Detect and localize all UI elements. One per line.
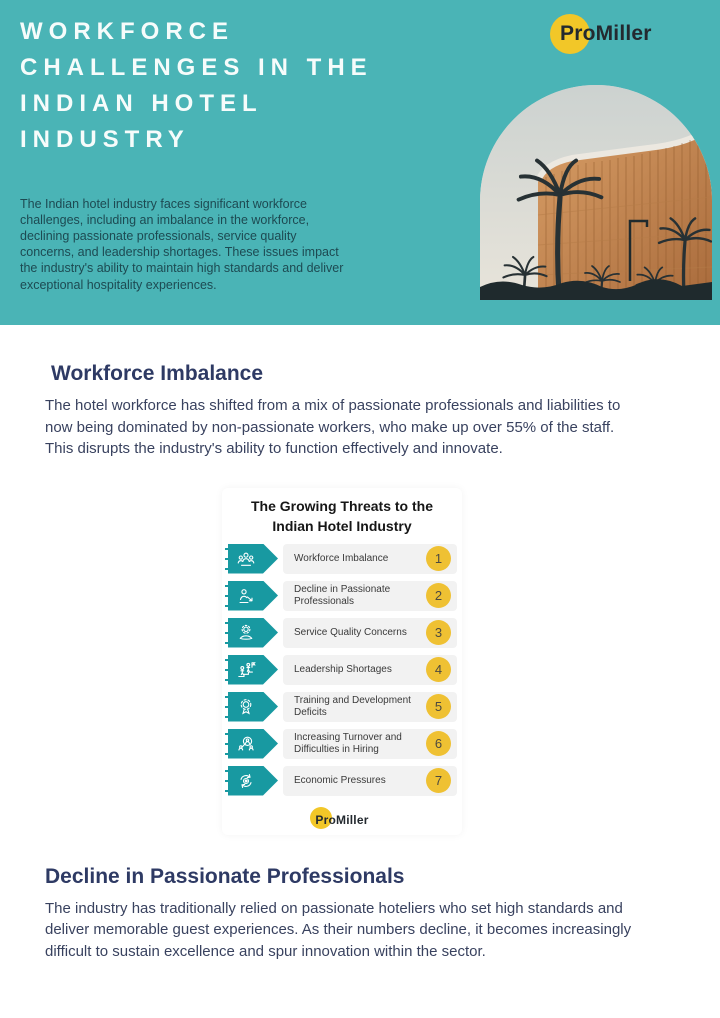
row-label: Leadership Shortages bbox=[294, 663, 392, 675]
infographic-row bbox=[228, 544, 457, 574]
logo-text-miller: Miller bbox=[595, 22, 652, 45]
row-number-badge: 3 bbox=[426, 620, 451, 645]
row-label: Decline in Passionate Professionals bbox=[294, 583, 391, 607]
infographic-rows bbox=[222, 544, 462, 796]
section-heading-workforce-imbalance: Workforce Imbalance bbox=[51, 362, 264, 385]
intro-paragraph: The Indian hotel industry faces significant workforce challenges, including an imbalance in the workforce, declining passionate professionals, service quality concerns, and leadership shortages. These issues impact the industry's ability to maintain high standards and deliver exceptional hospitality experiences. bbox=[20, 196, 344, 292]
row-number-badge: 5 bbox=[426, 694, 451, 719]
infographic-row bbox=[228, 766, 457, 796]
row-arrow bbox=[228, 581, 278, 611]
training-gear-icon bbox=[236, 697, 256, 717]
row-arrow bbox=[228, 729, 278, 759]
hero-header bbox=[0, 0, 720, 325]
section-body-decline-professionals: The industry has traditionally relied on passionate hoteliers who set high standards and deliver memorable guest experiences. As their numbers decline, it becomes increasingly difficult to sustain excellence and spur innovation within the sector. bbox=[45, 899, 632, 960]
hand-service-icon bbox=[236, 623, 256, 643]
promiller-logo-small bbox=[315, 811, 368, 829]
page-title-line: CHALLENGES IN THE bbox=[20, 54, 373, 81]
infographic-row bbox=[228, 692, 457, 722]
row-label: Service Quality Concerns bbox=[294, 626, 407, 638]
arrow-ticks bbox=[229, 544, 234, 574]
row-arrow bbox=[228, 692, 278, 722]
page-title-line: INDIAN HOTEL bbox=[20, 90, 263, 117]
threats-infographic bbox=[222, 488, 462, 835]
infographic-title-line: The Growing Threats to the bbox=[250, 497, 433, 514]
row-number-badge: 6 bbox=[426, 731, 451, 756]
row-label: Economic Pressures bbox=[294, 774, 386, 786]
page-title-line: WORKFORCE bbox=[20, 18, 234, 45]
row-arrow bbox=[228, 544, 278, 574]
arrow-ticks bbox=[229, 692, 234, 722]
team-icon bbox=[236, 549, 256, 569]
infographic-row bbox=[228, 618, 457, 648]
logo-text-pro: Pro bbox=[315, 812, 337, 827]
row-number-badge: 1 bbox=[426, 546, 451, 571]
arrow-ticks bbox=[229, 729, 234, 759]
section-body-workforce-imbalance: The hotel workforce has shifted from a mix of passionate professionals and liabilities to now being dominated by non-passionate workers, who make up over 55% of the staff. This disrupts the industry's ability to function effectively and innovate. bbox=[45, 397, 621, 457]
hiring-search-icon bbox=[236, 734, 256, 754]
infographic-row bbox=[228, 729, 457, 759]
page-title-line: INDUSTRY bbox=[20, 126, 190, 153]
infographic-row bbox=[228, 655, 457, 685]
main-content bbox=[0, 325, 720, 962]
leadership-icon bbox=[236, 660, 256, 680]
hotel-photo-illustration bbox=[480, 85, 712, 300]
hotel-photo bbox=[480, 85, 712, 300]
row-arrow bbox=[228, 766, 278, 796]
row-label: Increasing Turnover and Difficulties in Hiring bbox=[294, 731, 402, 755]
arrow-ticks bbox=[229, 618, 234, 648]
arrow-ticks bbox=[229, 581, 234, 611]
row-arrow bbox=[228, 618, 278, 648]
infographic-footer bbox=[222, 803, 462, 829]
row-arrow bbox=[228, 655, 278, 685]
infographic-row bbox=[228, 581, 457, 611]
logo-text-pro: Pro bbox=[560, 22, 596, 45]
arrow-ticks bbox=[229, 655, 234, 685]
person-decline-icon bbox=[236, 586, 256, 606]
arrow-ticks bbox=[229, 766, 234, 796]
row-number-badge: 4 bbox=[426, 657, 451, 682]
promiller-logo bbox=[560, 22, 652, 52]
logo-text bbox=[315, 813, 368, 827]
infographic-title bbox=[222, 496, 462, 536]
logo-text bbox=[560, 22, 652, 45]
logo-text-miller: Miller bbox=[336, 812, 369, 827]
section-heading-decline-professionals: Decline in Passionate Professionals bbox=[45, 864, 405, 888]
row-label: Training and Development Deficits bbox=[294, 694, 411, 718]
row-number-badge: 7 bbox=[426, 768, 451, 793]
page-title bbox=[20, 14, 373, 158]
economic-cycle-icon bbox=[236, 771, 256, 791]
row-number-badge: 2 bbox=[426, 583, 451, 608]
row-label: Workforce Imbalance bbox=[294, 552, 389, 564]
infographic-title-line: Indian Hotel Industry bbox=[272, 517, 412, 534]
